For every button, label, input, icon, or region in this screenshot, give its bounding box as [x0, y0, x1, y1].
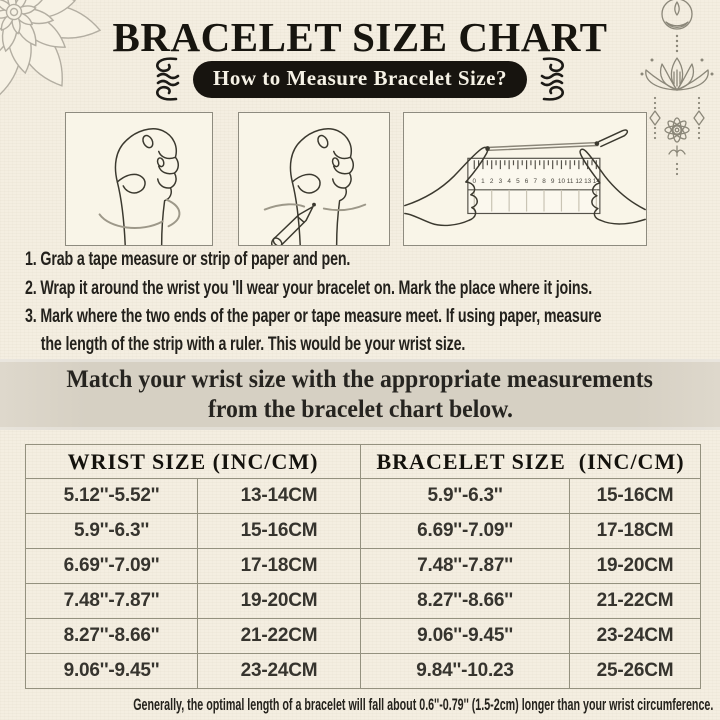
wrist-inch-cell: 7.48''-7.87'' [26, 584, 198, 619]
instruction-step-2 [25, 275, 715, 303]
svg-text:2: 2 [489, 177, 494, 185]
bracelet-cm-cell: 21-22CM [570, 584, 701, 619]
banner-line-2: from the bracelet chart below. [207, 395, 513, 423]
bracelet-inch-cell: 9.84''-10.23 [361, 654, 570, 689]
wrist-inch-cell: 5.12''-5.52'' [26, 479, 198, 514]
match-size-banner [0, 359, 720, 430]
bracelet-cm-cell: 23-24CM [570, 619, 701, 654]
table-row [26, 654, 701, 689]
instruction-step-3 [25, 303, 715, 358]
instruction-step-1 [25, 246, 715, 274]
flourish-left-icon [146, 56, 180, 102]
svg-text:1: 1 [481, 177, 485, 185]
wrist-cm-cell: 15-16CM [198, 514, 361, 549]
flourish-right-icon [540, 56, 574, 102]
step-text: 2. Wrap it around the wrist you 'll wear your bracelet on. Mark the place where it joins. [25, 277, 593, 299]
svg-text:6: 6 [524, 177, 529, 185]
bracelet-inch-cell: 7.48''-7.87'' [361, 549, 570, 584]
svg-text:14: 14 [592, 177, 600, 185]
svg-text:5: 5 [516, 177, 520, 185]
illustration-mark-pen [238, 112, 390, 246]
wrist-inch-cell: 5.9''-6.3'' [26, 514, 198, 549]
svg-text:10: 10 [557, 177, 566, 185]
bracelet-size-header: BRACELET SIZE (INC/CM) [361, 445, 701, 479]
svg-text:0: 0 [472, 177, 477, 185]
svg-text:8: 8 [542, 177, 546, 185]
bracelet-cm-cell: 19-20CM [570, 549, 701, 584]
illustration-wrap-tape [65, 112, 213, 246]
wrist-inch-cell: 8.27''-8.66'' [26, 619, 198, 654]
footer-note: Generally, the optimal length of a bracelet will fall about 0.6''-0.79'' (1.5-2cm) longer than your wrist circumference. [133, 695, 714, 714]
table-row [26, 584, 701, 619]
svg-text:4: 4 [507, 177, 511, 185]
step-text: 1. Grab a tape measure or strip of paper and pen. [25, 249, 351, 270]
wrist-size-header: WRIST SIZE (INC/CM) [26, 445, 361, 479]
table-row [26, 549, 701, 584]
instructions-list [25, 246, 715, 359]
bracelet-cm-cell: 15-16CM [570, 479, 701, 514]
bracelet-cm-cell: 17-18CM [570, 514, 701, 549]
step-text: 3. Mark where the two ends of the paper or tape measure meet. If using paper, measure [25, 306, 602, 327]
wrist-cm-cell: 13-14CM [198, 479, 361, 514]
subtitle-pill: How to Measure Bracelet Size? [193, 61, 527, 98]
wrist-cm-cell: 21-22CM [198, 619, 361, 654]
bracelet-inch-cell: 5.9''-6.3'' [361, 479, 570, 514]
subtitle-row [0, 61, 720, 97]
table-row [26, 514, 701, 549]
page-title: BRACELET SIZE CHART [112, 14, 608, 60]
wrist-cm-cell: 19-20CM [198, 584, 361, 619]
wrist-inch-cell: 6.69''-7.09'' [26, 549, 198, 584]
table-header-row [26, 445, 701, 479]
svg-text:3: 3 [498, 177, 503, 185]
banner-line-1: Match your wrist size with the appropriate measurements [66, 365, 654, 393]
bracelet-cm-cell: 25-26CM [570, 654, 701, 689]
svg-text:7: 7 [533, 177, 538, 185]
table-row [26, 619, 701, 654]
table-row [26, 479, 701, 514]
svg-text:12: 12 [575, 177, 583, 185]
step-text-cont: the length of the strip with a ruler. This would be your wrist size. [40, 333, 466, 355]
svg-text:11: 11 [566, 177, 574, 185]
wrist-cm-cell: 17-18CM [198, 549, 361, 584]
svg-text:13: 13 [584, 177, 592, 185]
ruler-scale-numbers [472, 178, 600, 185]
wrist-cm-cell: 23-24CM [198, 654, 361, 689]
bracelet-size-table [25, 444, 701, 689]
bracelet-inch-cell: 9.06''-9.45'' [361, 619, 570, 654]
svg-text:9: 9 [550, 177, 555, 185]
illustration-ruler [403, 112, 647, 246]
bracelet-inch-cell: 6.69''-7.09'' [361, 514, 570, 549]
bracelet-inch-cell: 8.27''-8.66'' [361, 584, 570, 619]
wrist-inch-cell: 9.06''-9.45'' [26, 654, 198, 689]
